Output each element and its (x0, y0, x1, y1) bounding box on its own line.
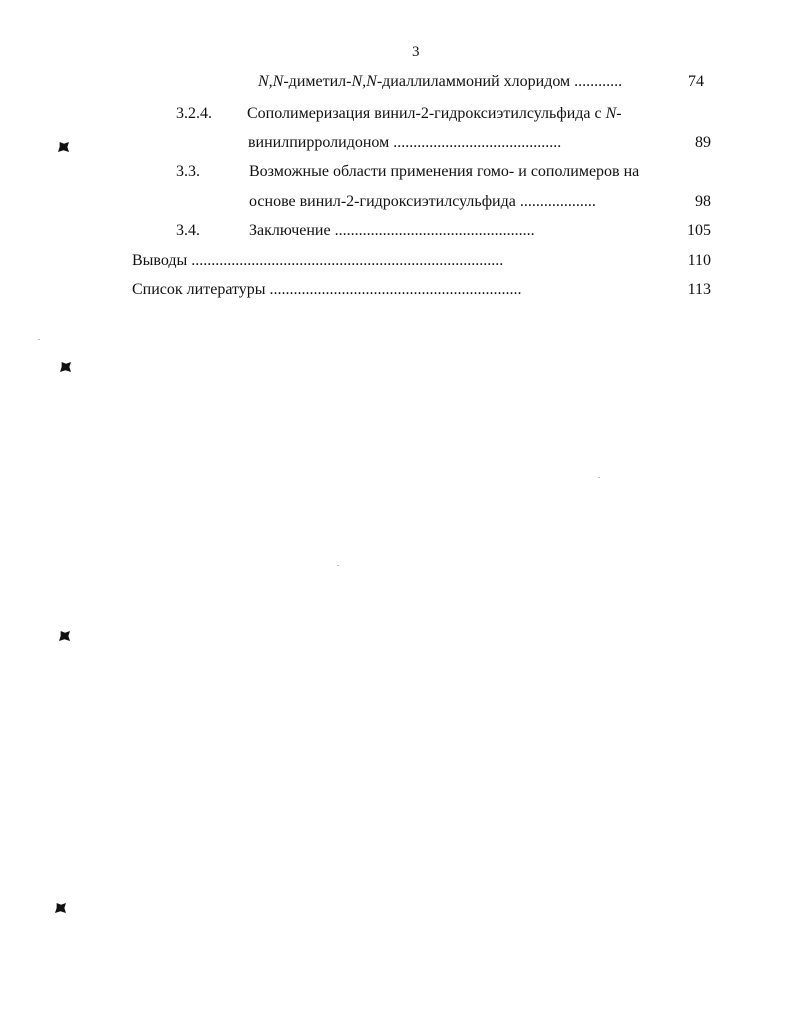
toc-entry-continuation (258, 72, 622, 92)
toc-text-part: - (616, 105, 622, 122)
toc-page-number: 105 (687, 222, 711, 239)
toc-text-part: -диметил- (283, 73, 352, 90)
toc-entry-title-line2: винилпирролидоном .......................................... (248, 134, 562, 151)
toc-section-number: 3.2.4. (176, 105, 212, 122)
toc-italic-prefix-2: N,N (351, 73, 377, 90)
toc-text-part: Сополимеризация винил-2-гидроксиэтилсульфида с (247, 105, 606, 122)
toc-entry-title: Заключение .................................................. (249, 222, 535, 239)
toc-page-number: 110 (687, 252, 711, 269)
toc-text-part: -диаллиламмоний хлоридом ............ (376, 73, 623, 90)
scan-speck (598, 477, 600, 478)
toc-entry-title: Возможные области применения гомо- и сополимеров на (249, 163, 640, 180)
page-number: 3 (412, 44, 420, 60)
toc-page-number: 98 (695, 193, 711, 210)
toc-section-number: 3.4. (176, 222, 200, 239)
toc-entry-title: Список литературы ............................................................... (132, 281, 522, 298)
scan-speck (337, 565, 339, 566)
toc-page-number: 74 (688, 73, 704, 90)
punch-hole-mark (55, 903, 66, 913)
punch-hole-mark (59, 631, 70, 641)
punch-hole-mark (58, 142, 69, 152)
toc-section-number: 3.3. (176, 163, 200, 180)
scan-speck (38, 339, 40, 340)
punch-hole-mark (60, 362, 71, 372)
toc-entry-title (247, 104, 622, 124)
toc-page-number: 113 (687, 281, 711, 298)
toc-italic-letter: N (605, 105, 617, 122)
toc-page-number: 89 (695, 134, 711, 151)
toc-italic-prefix-1: N,N (258, 73, 284, 90)
toc-entry-title-line2: основе винил-2-гидроксиэтилсульфида ................... (249, 193, 596, 210)
toc-entry-title: Выводы .............................................................................. (132, 252, 504, 269)
